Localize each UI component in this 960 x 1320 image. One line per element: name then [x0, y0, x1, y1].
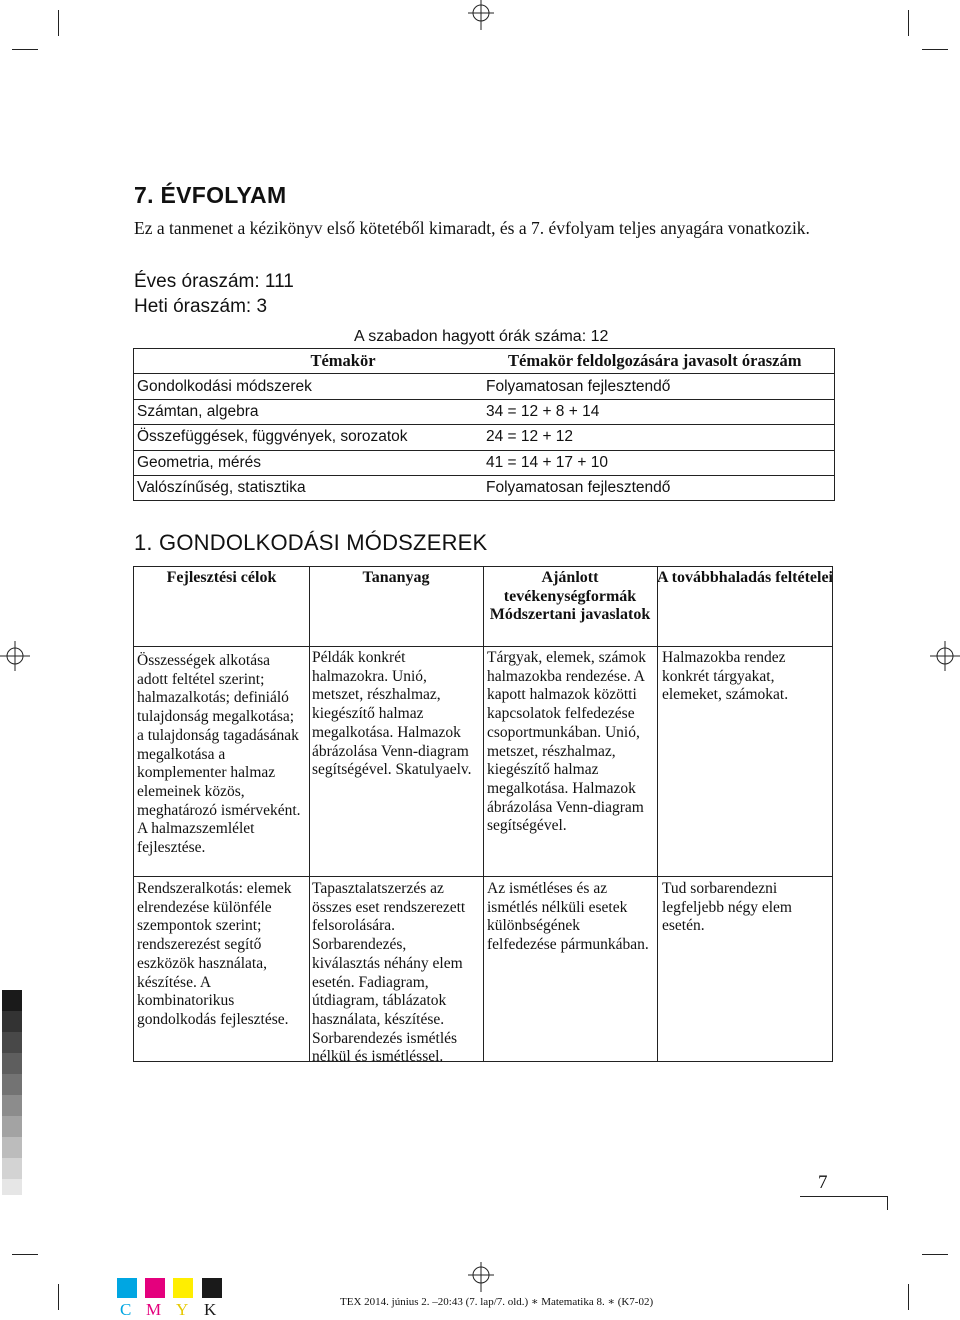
crop-mark — [12, 1254, 38, 1255]
yellow-label: Y — [176, 1300, 189, 1319]
table-row — [134, 475, 834, 500]
crop-mark — [12, 49, 38, 50]
intro-text: Ez a tanmenet a kézikönyv első kötetéből kimaradt, és a 7. évfolyam teljes anyagára vonatkozik. — [134, 218, 810, 238]
table-header-row — [134, 349, 834, 373]
black-label: K — [204, 1300, 217, 1319]
table-row — [134, 399, 834, 424]
header-cell: Témakör feldolgozására javasolt óraszám — [508, 351, 802, 371]
annual-hours: Éves óraszám: 111 — [134, 271, 294, 292]
column-divider — [309, 567, 310, 1061]
registration-mark-icon — [0, 641, 30, 671]
goal-cell: Összességek alkotása adott feltétel szerint; halmazalkotás; definiáló tulajdonság megalkotása; a tulajdonság tagadásának megalkotása a komplementer halmaz elemeinek közös, meghatározó ismérveként. A halmazszemlélet fejlesztése. — [137, 652, 301, 857]
requirement-cell: Halmazokba rendez konkrét tárgyakat, elemeket, számokat. — [662, 649, 789, 704]
crop-mark — [58, 10, 59, 36]
weekly-hours: Heti óraszám: 3 — [134, 296, 268, 317]
magenta-label: M — [146, 1300, 162, 1319]
hours-table — [133, 348, 835, 501]
hours-cell: 34 = 12 + 8 + 14 — [486, 402, 600, 420]
hours-caption: A szabadon hagyott órák száma: 12 — [354, 328, 609, 345]
hours-cell: 24 = 12 + 12 — [486, 428, 574, 446]
activity-cell: Az ismétléses és az ismétlés nélküli esetek különbségének felfedezése pármunkában. — [487, 880, 649, 954]
crop-mark — [58, 1284, 59, 1310]
topic-cell: Geometria, mérés — [137, 453, 262, 471]
topic-cell: Gondolkodási módszerek — [137, 377, 312, 395]
topic-cell: Valószínűség, statisztika — [137, 479, 306, 497]
hours-cell: Folyamatosan fejlesztendő — [486, 479, 671, 497]
crop-mark — [908, 1284, 909, 1310]
yellow-swatch — [173, 1278, 193, 1298]
cyan-label: C — [120, 1300, 132, 1319]
crop-mark — [922, 1254, 948, 1255]
header-cell: Tananyag — [362, 569, 430, 586]
table-row — [134, 450, 834, 475]
cyan-swatch — [117, 1278, 137, 1298]
column-divider — [483, 567, 484, 1061]
crop-mark — [908, 10, 909, 36]
header-cell: Ajánlott tevékenységformák Módszertani javaslatok — [489, 569, 651, 624]
requirement-cell: Tud sorbarendezni legfeljebb négy elem esetén. — [662, 880, 792, 935]
page-title: 7. ÉVFOLYAM — [134, 182, 287, 208]
section-title: 1. GONDOLKODÁSI MÓDSZEREK — [134, 530, 488, 555]
crop-mark — [922, 49, 948, 50]
curriculum-table — [133, 566, 833, 1066]
hours-cell: Folyamatosan fejlesztendő — [486, 377, 671, 395]
content-cell: Tapasztalatszerzés az összes eset rendszerezett felsorolására. Sorbarendezés, kiválasztás néhány elem esetén. Fadiagram, útdiagram, táblázatok használata, készítése. Sorbarendezés ismétlés nélkül és ismétléssel. — [312, 880, 466, 1066]
row-divider — [134, 646, 832, 647]
tex-logo: TEX — [340, 1296, 362, 1308]
topic-cell: Számtan, algebra — [137, 402, 259, 420]
header-cell: Fejlesztési célok — [166, 569, 277, 586]
hours-cell: 41 = 14 + 17 + 10 — [486, 453, 608, 471]
content-cell: Példák konkrét halmazokra. Unió, metszet, részhalmaz, kiegészítő halmaz megalkotása. Halmazok ábrázolása Venn-diagram segítségével. Skatulyaelv. — [312, 649, 472, 779]
header-cell: A továbbhaladás feltételei — [657, 569, 833, 586]
page-number: 7 — [818, 1172, 828, 1193]
registration-mark-icon — [468, 0, 494, 30]
header-cell: Témakör — [310, 351, 376, 371]
magenta-swatch — [145, 1278, 165, 1298]
column-divider — [657, 567, 658, 1061]
row-divider — [134, 876, 832, 877]
page-number-rule — [887, 1196, 888, 1210]
table-row — [134, 424, 834, 449]
print-footer — [340, 1295, 653, 1308]
page-number-rule — [800, 1196, 888, 1197]
registration-mark-icon — [930, 641, 960, 671]
activity-cell: Tárgyak, elemek, számok halmazokba rendezése. A kapott halmazok közötti kapcsolatok felfedezése csoportmunkában. Unió, metszet, részhalmaz, kiegészítő halmaz megalkotása. Halmazok ábrázolása Venn-diagram segítségével. — [487, 649, 646, 835]
topic-cell: Összefüggések, függvények, sorozatok — [137, 428, 408, 446]
black-swatch — [202, 1278, 222, 1298]
goal-cell: Rendszeralkotás: elemek elrendezése különféle szempontok szerint; rendszerezést segítő eszközök használata, készítése. A kombinatorikus gondolkodás fejlesztése. — [137, 880, 292, 1028]
table-row — [134, 373, 834, 398]
footer-text: 2014. június 2. –20:43 (7. lap/7. old.) ∗ Matematika 8. ∗ (K7-02) — [364, 1296, 654, 1308]
registration-mark-icon — [468, 1262, 494, 1292]
